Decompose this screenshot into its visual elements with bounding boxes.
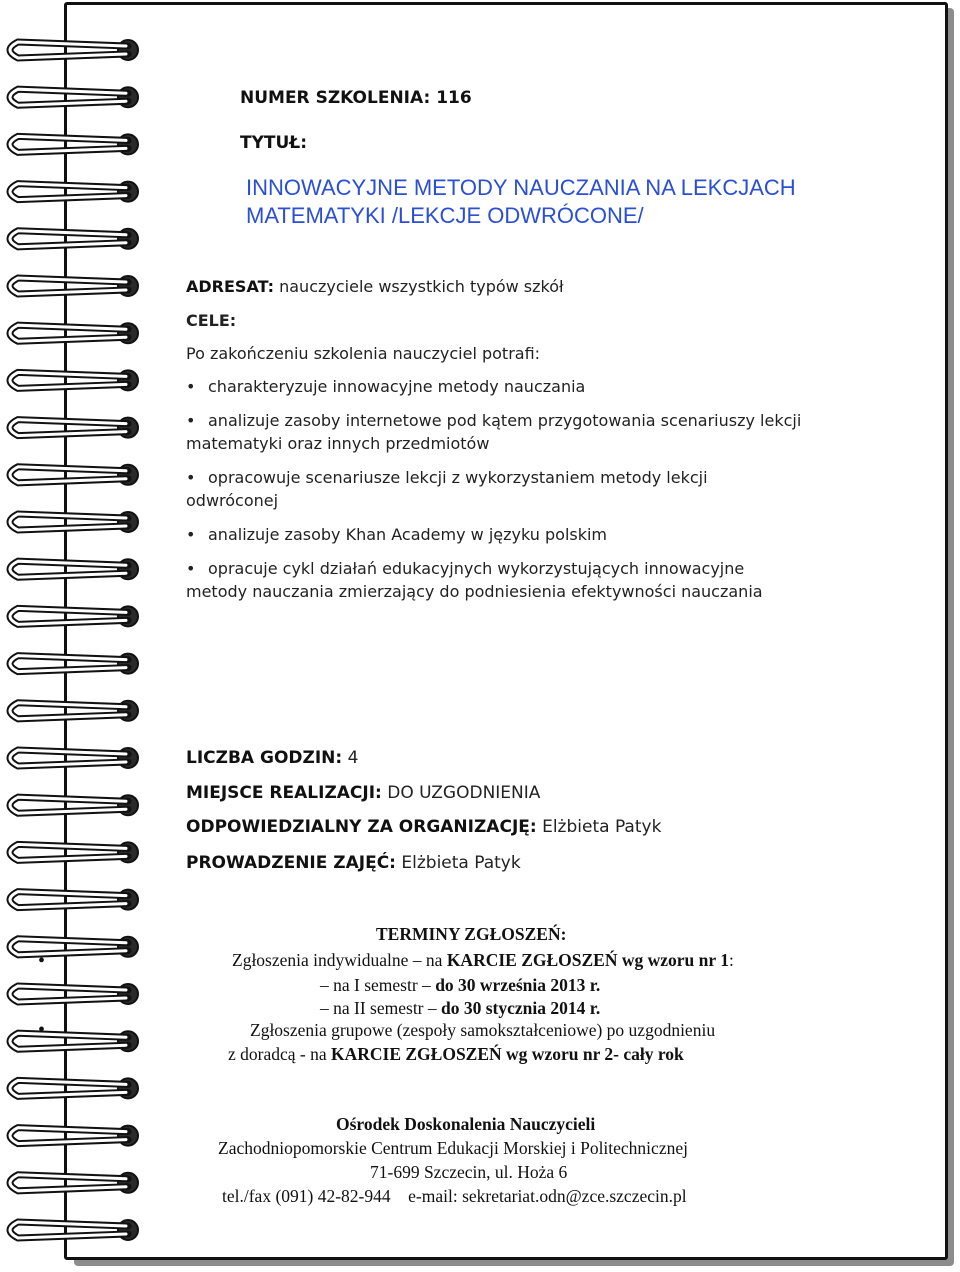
bullet: • — [186, 468, 196, 487]
binding-ring — [10, 701, 138, 721]
tytul-label: TYTUŁ: — [240, 133, 308, 153]
cele-item-3-cont: odwróconej — [186, 491, 279, 510]
miejsce-realizacji: MIEJSCE REALIZACJI: DO UZGODNIENIA — [186, 783, 541, 803]
zgloszenia-grupowe-cont: z doradcą - na KARCIE ZGŁOSZEŃ wg wzoru nr 2- cały rok — [228, 1044, 684, 1064]
binding-ring — [10, 1126, 138, 1146]
org-parent: Zachodniopomorskie Centrum Edukacji Morskiej i Politechnicznej — [218, 1138, 688, 1158]
binding-ring — [10, 87, 138, 107]
adresat-value: nauczyciele wszystkich typów szkół — [274, 277, 564, 296]
title-line-2: MATEMATYKI /LEKCJE ODWRÓCONE/ — [246, 203, 644, 228]
binding-ring — [10, 465, 138, 485]
cele-item-1: • charakteryzuje innowacyjne metody nauczania — [186, 377, 586, 396]
cele-item-5: • opracuje cykl działań edukacyjnych wykorzystujących innowacyjne — [186, 559, 745, 578]
prowadzenie: PROWADZENIE ZAJĘĆ: Elżbieta Patyk — [186, 853, 521, 873]
binding-ring — [10, 40, 138, 60]
org-name: Ośrodek Doskonalenia Nauczycieli — [336, 1114, 596, 1134]
binding-ring — [10, 1031, 138, 1051]
binding-ring — [10, 512, 138, 532]
binding-ring — [10, 182, 138, 202]
bullet: • — [38, 950, 46, 972]
odpowiedzialny: ODPOWIEDZIALNY ZA ORGANIZACJĘ: Elżbieta Patyk — [186, 817, 662, 837]
bullet: • — [186, 411, 196, 430]
cele-item-2-cont: matematyki oraz innych przedmiotów — [186, 434, 490, 453]
binding-ring — [10, 134, 138, 154]
zgloszenia-indywidualne: Zgłoszenia indywidualne – na KARCIE ZGŁOSZEŃ wg wzoru nr 1: — [232, 950, 734, 970]
binding-ring — [10, 229, 138, 249]
binding-ring — [10, 795, 138, 815]
cele-item-2: • analizuje zasoby internetowe pod kątem przygotowania scenariuszy lekcji — [186, 411, 802, 430]
binding-ring — [10, 1220, 138, 1240]
binding-ring — [10, 1078, 138, 1098]
cele-item-5-cont: metody nauczania zmierzający do podniesienia efektywności nauczania — [186, 582, 763, 601]
bullet: • — [186, 525, 196, 544]
binding-ring — [10, 276, 138, 296]
binding-ring — [10, 559, 138, 579]
binding-ring — [10, 937, 138, 957]
adresat-label: ADRESAT: — [186, 277, 275, 296]
binding-ring — [10, 418, 138, 438]
training-title — [246, 174, 886, 230]
semestr-2: – na II semestr – do 30 stycznia 2014 r. — [320, 998, 601, 1018]
binding-ring — [10, 748, 138, 768]
cele-label: CELE: — [186, 311, 237, 330]
liczba-godzin: LICZBA GODZIN: 4 — [186, 748, 359, 768]
zgloszenia-grupowe: Zgłoszenia grupowe (zespoły samokształceniowe) po uzgodnieniu — [250, 1020, 716, 1040]
bullet: • — [186, 377, 196, 396]
binding-ring — [10, 1173, 138, 1193]
binding-ring — [10, 842, 138, 862]
terminy-heading: TERMINY ZGŁOSZEŃ: — [376, 924, 567, 944]
spiral-binding — [0, 0, 160, 1272]
binding-ring — [10, 606, 138, 626]
binding-ring — [10, 654, 138, 674]
numer-szkolenia: NUMER SZKOLENIA: 116 — [240, 88, 472, 108]
org-address: 71-699 Szczecin, ul. Hoża 6 — [370, 1162, 568, 1182]
org-contact: tel./fax (091) 42-82-944 e-mail: sekretariat.odn@zce.szczecin.pl — [222, 1186, 687, 1206]
binding-ring — [10, 984, 138, 1004]
cele-intro: Po zakończeniu szkolenia nauczyciel potrafi: — [186, 344, 541, 363]
adresat-row — [186, 277, 564, 296]
cele-item-3: • opracowuje scenariusze lekcji z wykorzystaniem metody lekcji — [186, 468, 708, 487]
title-line-1: INNOWACYJNE METODY NAUCZANIA NA LEKCJACH — [246, 175, 796, 200]
binding-ring — [10, 323, 138, 343]
bullet: • — [38, 1019, 46, 1041]
binding-ring — [10, 370, 138, 390]
semestr-1: – na I semestr – do 30 września 2013 r. — [320, 975, 601, 995]
cele-item-4: • analizuje zasoby Khan Academy w języku polskim — [186, 525, 608, 544]
binding-ring — [10, 890, 138, 910]
bullet: • — [186, 559, 196, 578]
